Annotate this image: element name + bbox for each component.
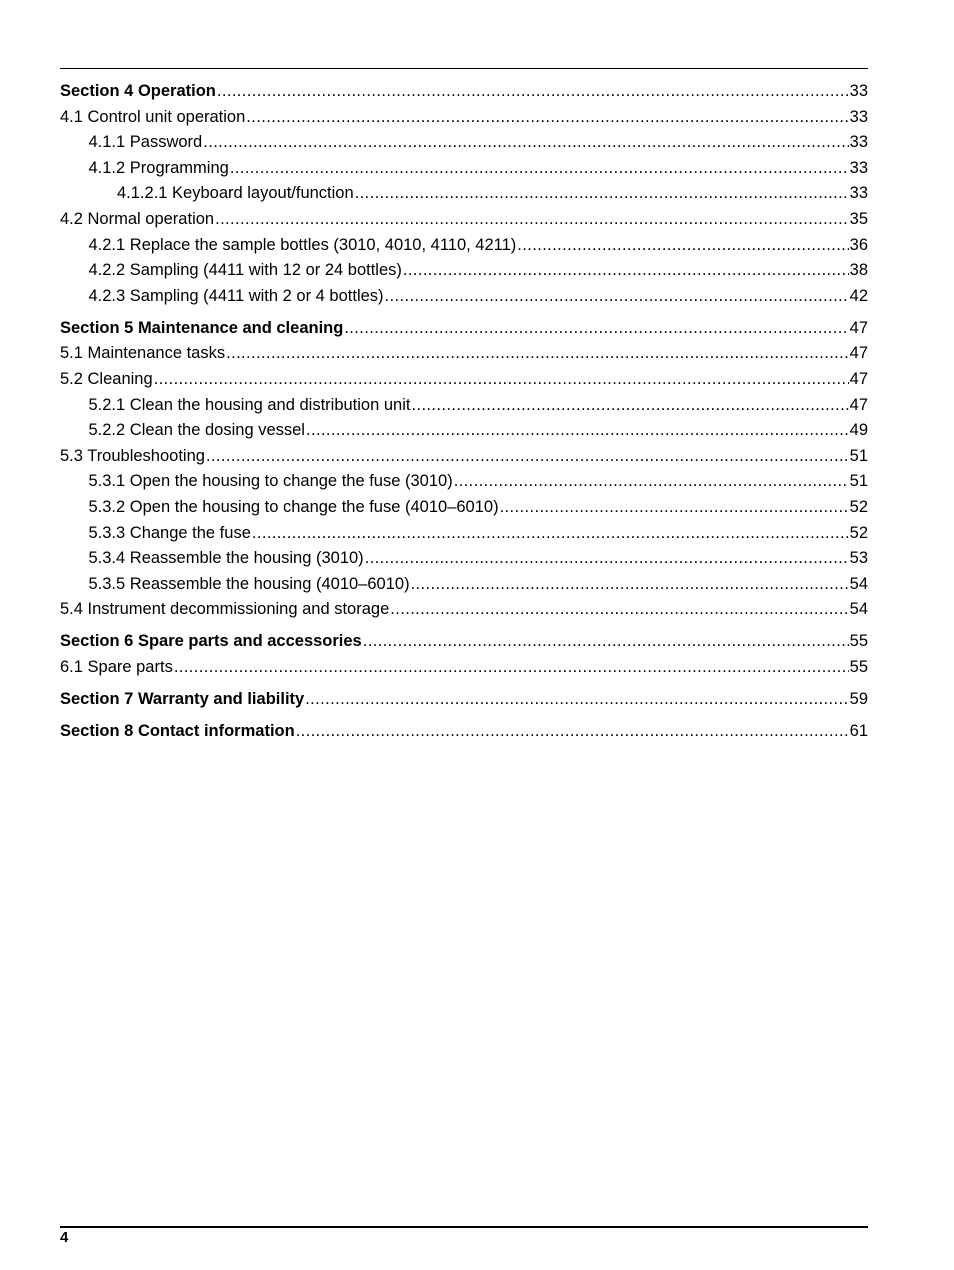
toc-dot-leader <box>454 469 849 495</box>
toc-entry[interactable] <box>60 597 868 623</box>
toc-dot-leader <box>385 284 849 310</box>
toc-dot-leader <box>517 233 848 259</box>
toc-entry[interactable] <box>60 495 868 521</box>
toc-entry[interactable] <box>60 367 868 393</box>
toc-dot-leader <box>355 181 849 207</box>
toc-entry-title: Section 8 Contact information <box>60 722 295 741</box>
toc-entry[interactable] <box>60 284 868 310</box>
toc-section-entry[interactable] <box>60 687 868 713</box>
toc-entry-title: Section 7 Warranty and liability <box>60 690 305 709</box>
toc-entry-page: 59 <box>849 690 868 709</box>
toc-entry-page: 51 <box>849 472 868 491</box>
toc-dot-leader <box>252 521 849 547</box>
toc-entry-page: 49 <box>849 421 868 440</box>
toc-entry-title: 4.1.2 Programming <box>88 158 229 177</box>
toc-dot-leader <box>154 367 849 393</box>
toc-entry-title: 5.2 Cleaning <box>60 370 153 389</box>
toc-entry-page: 52 <box>849 498 868 516</box>
toc-entry[interactable] <box>60 393 868 419</box>
toc-entry-page: 55 <box>849 632 868 651</box>
toc-dot-leader <box>500 495 849 521</box>
toc-entry[interactable] <box>60 341 868 367</box>
toc-entry[interactable] <box>60 469 868 495</box>
toc-entry-title: Section 6 Spare parts and accessories <box>60 632 362 651</box>
toc-entry[interactable] <box>60 418 868 444</box>
toc-entry[interactable] <box>60 105 868 131</box>
toc-dot-leader <box>363 629 849 655</box>
toc-entry-page: 47 <box>849 370 868 389</box>
toc-entry-title: 4.1.1 Password <box>88 133 203 152</box>
toc-entry-page: 52 <box>849 523 868 542</box>
toc-dot-leader <box>411 393 848 419</box>
toc-entry-page: 33 <box>849 82 868 100</box>
toc-entry-title: 5.2.2 Clean the dosing vessel <box>88 421 305 440</box>
toc-entry-page: 51 <box>849 446 868 465</box>
toc-entry-page: 47 <box>849 395 868 414</box>
toc-entry-title: 5.3.4 Reassemble the housing (3010) <box>88 549 364 568</box>
toc-entry-title: 4.1 Control unit operation <box>60 107 246 126</box>
toc-entry-title: 5.3.5 Reassemble the housing (4010–6010) <box>88 574 410 593</box>
toc-entry[interactable] <box>60 181 868 207</box>
toc-entry-title: 5.3.3 Change the fuse <box>88 523 251 542</box>
toc-entry[interactable] <box>60 521 868 547</box>
toc-entry-title: Section 5 Maintenance and cleaning <box>60 318 344 337</box>
toc-entry-title: 5.4 Instrument decommissioning and storage <box>60 600 390 619</box>
toc-dot-leader <box>174 655 849 681</box>
toc-dot-leader <box>206 444 849 470</box>
toc-entry-page: 33 <box>849 184 868 203</box>
toc-section-entry[interactable] <box>60 316 868 342</box>
toc-dot-leader <box>365 546 849 572</box>
toc-section-entry[interactable] <box>60 719 868 745</box>
toc-entry-title: 4.2 Normal operation <box>60 209 215 228</box>
toc-dot-leader <box>217 79 849 105</box>
toc-dot-leader <box>305 687 848 713</box>
toc-dot-leader <box>296 719 849 745</box>
table-of-contents <box>60 79 868 745</box>
toc-entry[interactable] <box>60 546 868 572</box>
toc-entry[interactable] <box>60 655 868 681</box>
toc-section-entry[interactable] <box>60 629 868 655</box>
header-rule <box>60 68 868 69</box>
toc-dot-leader <box>390 597 848 623</box>
toc-entry[interactable] <box>60 156 868 182</box>
toc-entry[interactable] <box>60 572 868 598</box>
toc-entry-title: 6.1 Spare parts <box>60 658 173 677</box>
toc-entry-page: 38 <box>849 261 868 280</box>
toc-entry-title: 5.3.2 Open the housing to change the fuse (4010–6010) <box>88 498 499 516</box>
toc-dot-leader <box>203 130 848 156</box>
toc-entry-page: 54 <box>849 600 868 619</box>
toc-entry-title: 4.2.2 Sampling (4411 with 12 or 24 bottles) <box>88 261 402 280</box>
toc-entry-page: 61 <box>849 722 868 741</box>
toc-dot-leader <box>230 156 849 182</box>
toc-entry-title: 4.2.1 Replace the sample bottles (3010, 4010, 4110, 4211) <box>88 235 517 254</box>
toc-entry-page: 33 <box>849 133 868 152</box>
toc-entry-page: 36 <box>849 235 868 254</box>
toc-section-entry[interactable] <box>60 79 868 105</box>
toc-entry[interactable] <box>60 258 868 284</box>
toc-entry-title: Section 4 Operation <box>60 82 216 100</box>
toc-entry-page: 47 <box>849 318 868 337</box>
toc-dot-leader <box>306 418 849 444</box>
toc-dot-leader <box>215 207 849 233</box>
toc-entry[interactable] <box>60 130 868 156</box>
toc-dot-leader <box>411 572 849 598</box>
toc-entry-title: 5.2.1 Clean the housing and distribution unit <box>88 395 411 414</box>
toc-entry-title: 5.1 Maintenance tasks <box>60 344 226 363</box>
toc-dot-leader <box>403 258 849 284</box>
toc-dot-leader <box>246 105 848 131</box>
toc-entry-page: 42 <box>849 286 868 305</box>
toc-entry-page: 53 <box>849 549 868 568</box>
toc-dot-leader <box>344 316 848 342</box>
toc-entry-page: 47 <box>849 344 868 363</box>
toc-entry-page: 35 <box>849 209 868 228</box>
toc-entry-page: 55 <box>849 658 868 677</box>
toc-entry-page: 33 <box>849 107 868 126</box>
toc-entry-title: 5.3.1 Open the housing to change the fuse (3010) <box>88 472 453 491</box>
toc-dot-leader <box>226 341 849 367</box>
toc-entry-page: 54 <box>849 574 868 593</box>
footer-rule <box>60 1226 868 1228</box>
toc-entry-title: 5.3 Troubleshooting <box>60 446 205 465</box>
toc-entry-page: 33 <box>849 158 868 177</box>
toc-entry[interactable] <box>60 233 868 259</box>
toc-entry-title: 4.1.2.1 Keyboard layout/function <box>117 184 354 203</box>
toc-entry[interactable] <box>60 207 868 233</box>
toc-entry-title: 4.2.3 Sampling (4411 with 2 or 4 bottles) <box>88 286 384 305</box>
page-number: 4 <box>60 1229 69 1246</box>
toc-entry[interactable] <box>60 444 868 470</box>
